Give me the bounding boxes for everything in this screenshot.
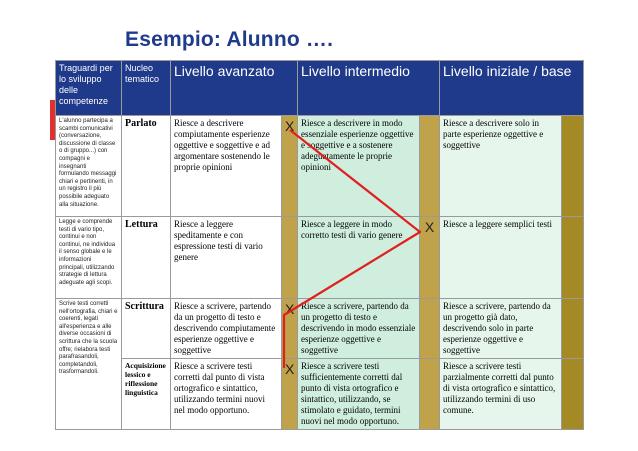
avanzato-cell: Riesce a scrivere testi corretti dal punto di vista ortografico e sintattico, utilizzando termini nuovi nel modo opportuno. [171, 359, 282, 430]
intermedio-cell: Riesce a scrivere, partendo da un progetto di testo e descrivendo in modo essenziale esperienze oggettive e soggettive [298, 299, 420, 359]
header-livello-intermedio: Livello intermedio [298, 61, 440, 116]
avanzato-cell: Riesce a descrivere compiutamente esperienze oggettive e soggettive e ad argomentare sostenendo le proprie opinioni [171, 116, 282, 217]
header-traguardi: Traguardi per lo sviluppo delle competenze [56, 61, 122, 116]
traguardo-cell: Scrive testi corretti nell'ortografia, chiari e coerenti, legati all'esperienza e alle diverse occasioni di scrittura che la scuola offre; rielabora testi parafrasandoli, completandoli, trasformandoli. [56, 299, 122, 430]
iniziale-cell: Riesce a scrivere testi parzialmente corretti dal punto di vista ortografico e sintattico, utilizzando termini di uso comune. [440, 359, 562, 430]
header-livello-avanzato: Livello avanzato [171, 61, 298, 116]
x-mark: X [285, 301, 295, 317]
iniziale-cell: Riesce a scrivere, partendo da un progetto già dato, descrivendo solo in parte esperienze oggettive e soggettive [440, 299, 562, 359]
nucleo-cell: Acquisizione lessico e riflessione linguistica [122, 359, 171, 430]
nucleo-cell: Parlato [122, 116, 171, 217]
x-mark: X [285, 118, 295, 134]
intermedio-cell: Riesce a scrivere testi sufficientemente corretti dal punto di vista ortografico e sintattico, utilizzando, se stimolato e guidato, termini nuovi nel modo opportuno. [298, 359, 420, 430]
x-mark: X [285, 361, 295, 377]
iniziale-cell: Riesce a leggere semplici testi [440, 217, 562, 299]
avanzato-cell: Riesce a scrivere, partendo da un progetto di testo e descrivendo compiutamente esperienze oggettive e soggettive [171, 299, 282, 359]
avanzato-cell: Riesce a leggere speditamente e con espressione testi di vario genere [171, 217, 282, 299]
header-nucleo: Nucleo tematico [122, 61, 171, 116]
header-livello-iniziale: Livello iniziale / base [440, 61, 584, 116]
traguardo-cell: L'alunno partecipa a scambi comunicativi (conversazione, discussione di classe o di gruppo...) con compagni e insegnanti formulando messaggi chiari e pertinenti, in un registro il più possibile adeguato alla situazione. [56, 116, 122, 217]
intermedio-cell: Riesce a leggere in modo corretto testi di vario genere [298, 217, 420, 299]
page-title: Esempio: Alunno …. [125, 28, 334, 51]
traguardo-cell: Legge e comprende testi di vario tipo, continui e non continui, ne individua il senso globale e le informazioni principali, utilizzando strategie di lettura adeguate agli scopi. [56, 217, 122, 299]
nucleo-cell: Scrittura [122, 299, 171, 359]
nucleo-cell: Lettura [122, 217, 171, 299]
intermedio-cell: Riesce a descrivere in modo essenziale esperienze oggettive e soggettive e a sostenere adeguatamente le proprie opinioni [298, 116, 420, 217]
x-mark: X [424, 219, 435, 235]
iniziale-cell: Riesce a descrivere solo in parte esperienze oggettive e soggettive [440, 116, 562, 217]
trend-line [284, 130, 420, 368]
